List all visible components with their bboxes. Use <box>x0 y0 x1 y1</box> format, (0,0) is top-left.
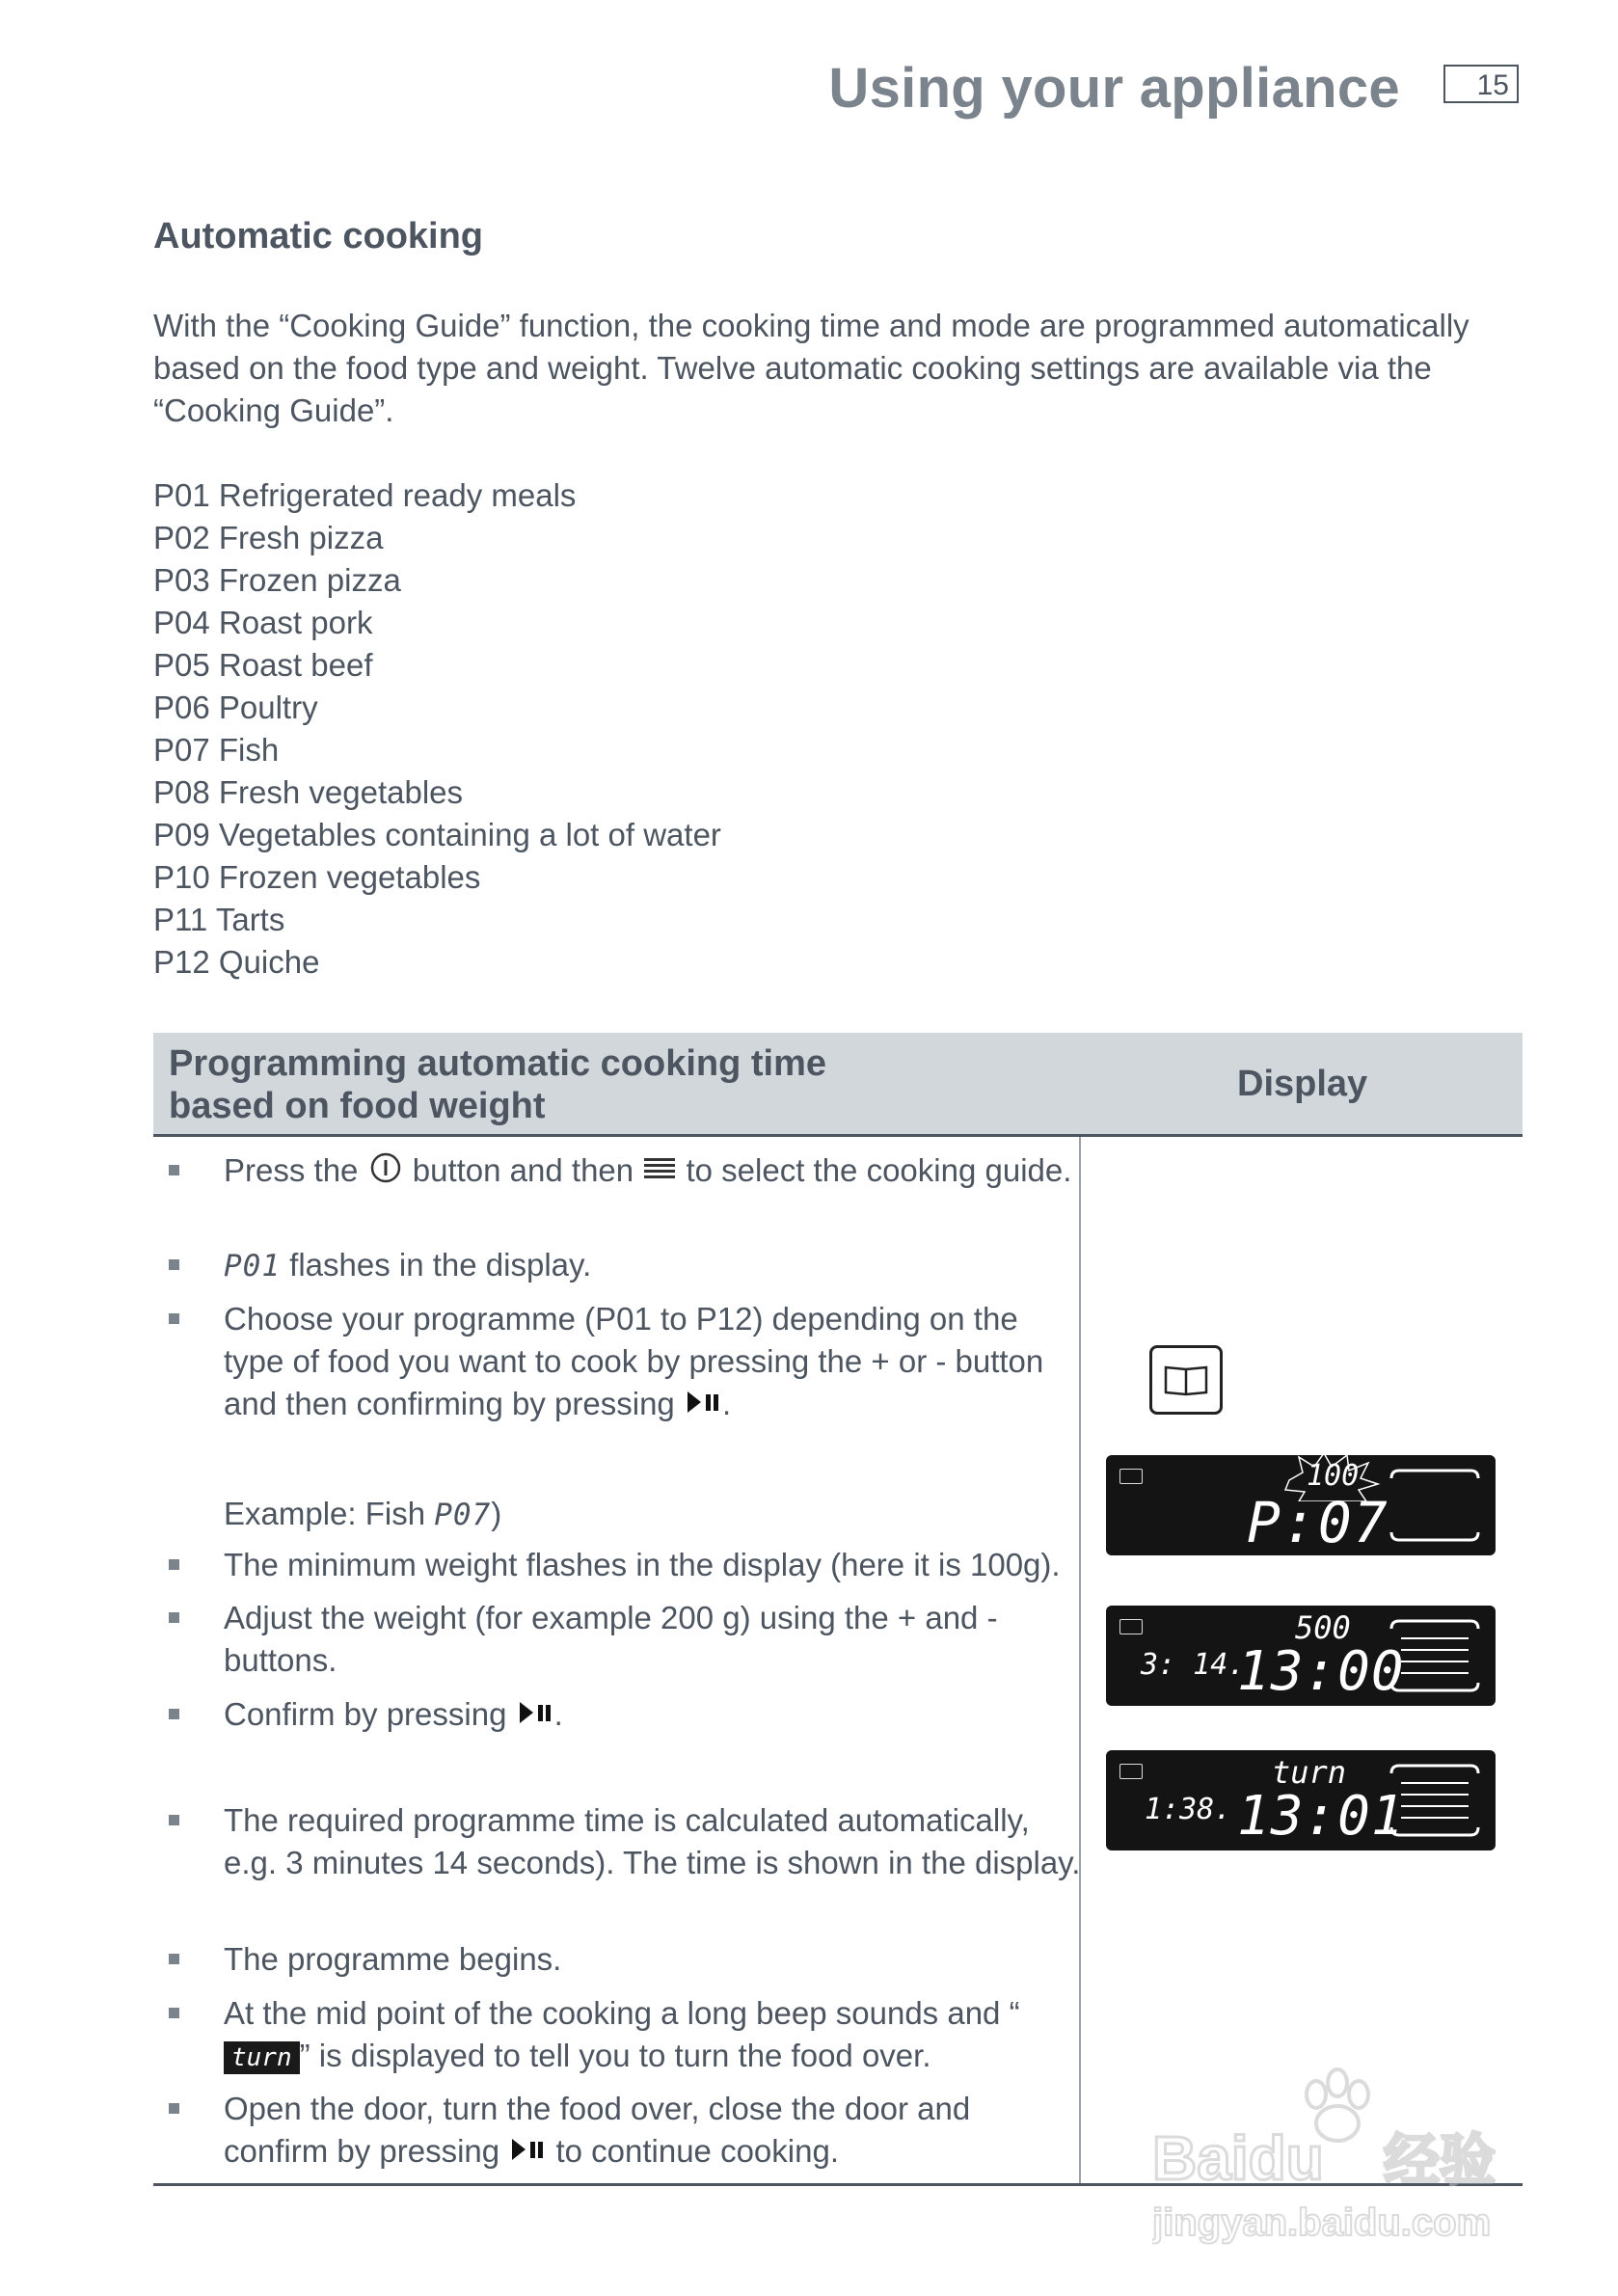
lcd-level-bracket <box>1382 1613 1486 1698</box>
play-pause-icon <box>684 1385 722 1427</box>
book-icon <box>1119 1469 1143 1484</box>
step-min-weight <box>169 1544 1075 1586</box>
page-header-title: Using your appliance <box>828 57 1400 120</box>
program-item: P12 Quiche <box>153 944 320 980</box>
watermark-cn: 经验 <box>1384 2129 1497 2192</box>
lcd-main-value: 13:01 <box>1237 1785 1405 1848</box>
book-icon <box>1119 1619 1143 1634</box>
step-programme-begins <box>169 1938 1075 1981</box>
step-text: The programme begins. <box>224 1941 562 1977</box>
lcd-main-value: P:07 <box>1247 1490 1389 1555</box>
step-text: The minimum weight flashes in the display (here it is 100g). <box>224 1547 1061 1582</box>
program-item: P01 Refrigerated ready meals <box>153 477 577 513</box>
baidu-watermark <box>1152 2054 1538 2247</box>
program-item: P04 Roast pork <box>153 605 373 640</box>
power-icon <box>367 1151 404 1195</box>
lcd-main-value: 13:00 <box>1237 1640 1405 1703</box>
step-confirm <box>169 1693 1075 1736</box>
lcd-level-bracket <box>1382 1463 1486 1548</box>
watermark-url: jingyan.baidu.com <box>1152 2201 1492 2244</box>
turn-display-badge: turn <box>224 2041 300 2074</box>
example-label: Example: Fish <box>224 1496 426 1531</box>
bullet <box>169 2008 179 2018</box>
step-text: Press the <box>224 1152 359 1188</box>
step-text: flashes in the display. <box>289 1247 592 1283</box>
program-item: P09 Vegetables containing a lot of water <box>153 817 721 852</box>
bullet <box>169 1165 179 1175</box>
program-item: P11 Tarts <box>153 902 285 937</box>
lcd-inline-code: P07 <box>434 1498 492 1532</box>
bullet <box>169 1709 179 1719</box>
program-item: P06 Poultry <box>153 689 318 725</box>
lcd-small-value: 3: 14. <box>1141 1648 1246 1682</box>
step-choose-programme <box>169 1298 1075 1425</box>
step-text: Open the door, turn the food over, close the door and confirm by pressing <box>224 2091 971 2169</box>
watermark-brand: Baidu <box>1152 2123 1324 2193</box>
lcd-top-value: 100 <box>1307 1459 1360 1493</box>
step-text: The required programme time is calculated automatically, e.g. 3 minutes 14 seconds). The time is shown in the display. <box>224 1802 1081 1880</box>
table-header-instructions <box>169 1042 826 1127</box>
lcd-display-2 <box>1106 1606 1496 1706</box>
program-list <box>153 474 721 984</box>
lcd-level-bracket <box>1382 1758 1486 1843</box>
page-number: 15 <box>1443 65 1519 103</box>
step-text: ” is displayed to tell you to turn the food over. <box>299 2038 931 2073</box>
lcd-top-value: turn <box>1272 1754 1347 1791</box>
step-text: Confirm by pressing <box>224 1696 507 1732</box>
step-text: Adjust the weight (for example 200 g) using the + and - buttons. <box>224 1600 998 1678</box>
book-icon <box>1119 1764 1143 1779</box>
table-header <box>153 1033 1523 1137</box>
bullet <box>169 1313 179 1324</box>
step-text: to continue cooking. <box>555 2133 839 2169</box>
bullet <box>169 2103 179 2114</box>
step-text: At the mid point of the cooking a long beep sounds and “ <box>224 1995 1020 2031</box>
bullet <box>169 1954 179 1964</box>
step-text: button and then <box>412 1152 634 1188</box>
lcd-display-1 <box>1106 1455 1496 1555</box>
step-text: . <box>553 1696 563 1732</box>
play-pause-icon <box>508 2132 547 2174</box>
example-end: ) <box>491 1496 502 1531</box>
lcd-top-value: 500 <box>1295 1609 1351 1646</box>
bullet <box>169 1612 179 1623</box>
step-text: Choose your programme (P01 to P12) depending on the type of food you want to cook by pressing the + or - button and then confirming by pressing <box>224 1301 1044 1421</box>
bullet <box>169 1815 179 1825</box>
lcd-display-3 <box>1106 1750 1496 1850</box>
step-turn-food <box>169 1992 1075 2077</box>
table-header-display: Display <box>1237 1064 1368 1104</box>
step-flashes <box>169 1244 1075 1286</box>
book-icon <box>1149 1345 1223 1415</box>
step-text: . <box>721 1386 732 1421</box>
program-item: P02 Fresh pizza <box>153 520 384 555</box>
program-item: P05 Roast beef <box>153 647 373 683</box>
section-heading: Automatic cooking <box>153 216 484 257</box>
program-item: P10 Frozen vegetables <box>153 859 481 895</box>
program-item: P08 Fresh vegetables <box>153 774 464 810</box>
lcd-small-value: 1:38. <box>1145 1793 1232 1826</box>
bullet <box>169 1259 179 1270</box>
step-continue-cooking <box>169 2088 1075 2173</box>
intro-paragraph: With the “Cooking Guide” function, the cooking time and mode are programmed automatically based on the food type and weight. Twelve automatic cooking settings are available via the “Cooking Guide”. <box>153 308 1470 428</box>
play-pause-icon <box>516 1695 554 1738</box>
step-select-guide <box>169 1149 1075 1234</box>
program-item: P07 Fish <box>153 732 280 768</box>
step-text: to select the cooking guide. <box>686 1152 1072 1188</box>
bullet <box>169 1559 179 1570</box>
header-line-1: Programming automatic cooking time <box>169 1043 826 1084</box>
step-adjust-weight <box>169 1597 1075 1682</box>
header-line-2: based on food weight <box>169 1086 546 1126</box>
example-line <box>224 1493 501 1536</box>
lcd-inline-code: P01 <box>224 1249 281 1283</box>
program-item: P03 Frozen pizza <box>153 562 401 598</box>
menu-lines-icon <box>642 1151 677 1194</box>
step-time-calculated <box>169 1799 1081 1927</box>
